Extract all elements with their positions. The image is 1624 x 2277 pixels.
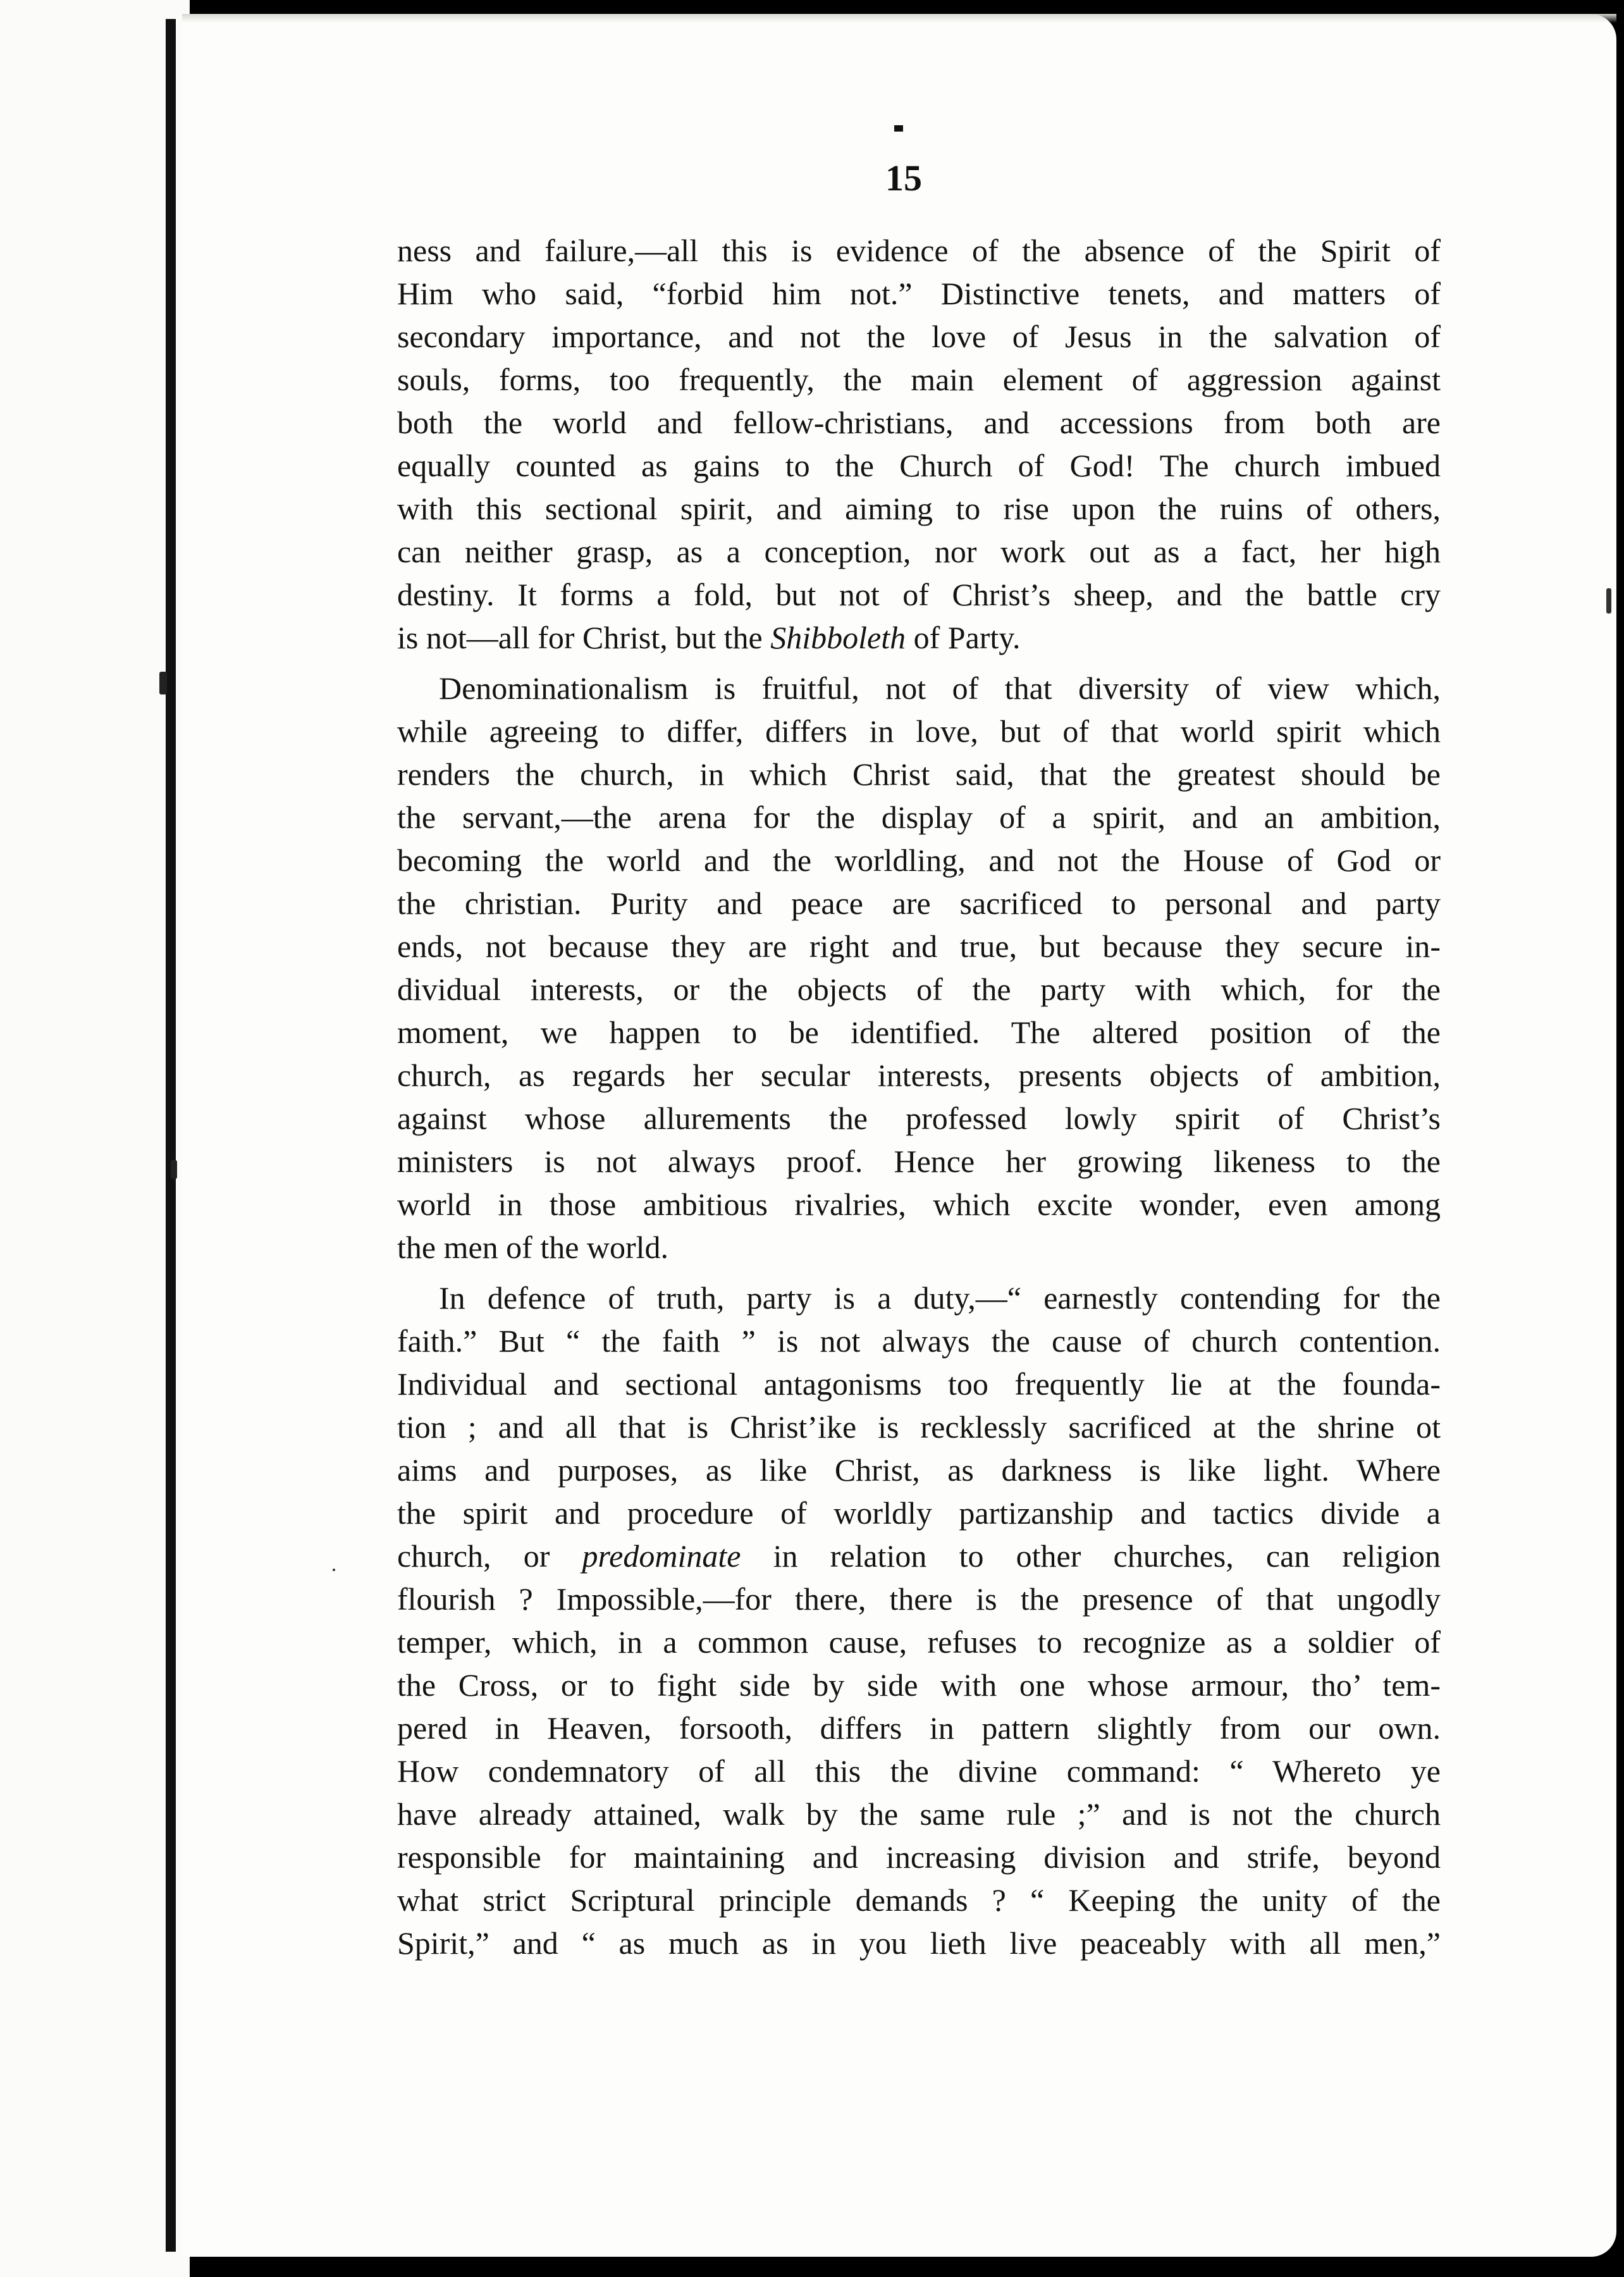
text-line: tion ; and all that is Christ’ike is recklessly sacrificed at the shrine ot xyxy=(397,1409,1441,1445)
text-line: the christian. Purity and peace are sacrificed to personal and party xyxy=(397,885,1441,921)
text-line: the men of the world. xyxy=(397,1230,669,1265)
text-line: equally counted as gains to the Church of God! The church imbued xyxy=(397,448,1441,483)
page-edge-shadow xyxy=(182,14,1616,23)
text-run: in relation to other churches, can religion xyxy=(741,1538,1441,1574)
text-line: flourish ? Impossible,—for there, there is the presence of that ungodly xyxy=(397,1581,1441,1617)
text-line: How condemnatory of all this the divine command: “ Whereto ye xyxy=(397,1753,1441,1789)
text-line: Spirit,” and “ as much as in you lieth live peaceably with all men,” xyxy=(397,1925,1441,1961)
printer-mark xyxy=(894,125,903,132)
ink-speck xyxy=(333,1569,335,1571)
text-line: aims and purposes, as like Christ, as darkness is like light. Where xyxy=(397,1452,1441,1488)
text-line: souls, forms, too frequently, the main element of aggression against xyxy=(397,362,1441,397)
text-line: Denominationalism is fruitful, not of that diversity of view which, xyxy=(439,670,1441,706)
text-line: while agreeing to differ, differs in love, but of that world spirit which xyxy=(397,713,1441,749)
paragraph xyxy=(397,667,1441,1269)
paragraph xyxy=(397,1276,1441,1965)
text-line: Him who said, “forbid him not.” Distinctive tenets, and matters of xyxy=(397,276,1441,311)
text-run: of Party. xyxy=(906,620,1021,655)
text-line: becoming the world and the worldling, and not the House of God or xyxy=(397,842,1441,878)
italic-term: predominate xyxy=(582,1538,741,1574)
binding-mark xyxy=(171,1160,177,1179)
scan-left-margin xyxy=(0,0,190,2277)
text-line: have already attained, walk by the same rule ;” and is not the church xyxy=(397,1796,1441,1832)
text-line: church, as regards her secular interests, presents objects of ambition, xyxy=(397,1058,1441,1093)
text-line: world in those ambitious rivalries, which excite wonder, even among xyxy=(397,1187,1441,1222)
text-line: destiny. It forms a fold, but not of Christ’s sheep, and the battle cry xyxy=(397,577,1441,612)
paragraph xyxy=(397,229,1441,659)
text-line: moment, we happen to be identified. The altered position of the xyxy=(397,1015,1441,1050)
ink-speck xyxy=(1606,588,1611,614)
text-line: ministers is not always proof. Hence her growing likeness to the xyxy=(397,1144,1441,1179)
text-line: secondary importance, and not the love of Jesus in the salvation of xyxy=(397,319,1441,354)
text-line: pered in Heaven, forsooth, differs in pattern slightly from our own. xyxy=(397,1710,1441,1746)
text-line: renders the church, in which Christ said, that the greatest should be xyxy=(397,756,1441,792)
text-line: Individual and sectional antagonisms too frequently lie at the founda- xyxy=(397,1366,1441,1402)
text-line: what strict Scriptural principle demands ? “ Keeping the unity of the xyxy=(397,1882,1441,1918)
text-line: In defence of truth, party is a duty,—“ earnestly contending for the xyxy=(439,1280,1441,1316)
text-line: the spirit and procedure of worldly partizanship and tactics divide a xyxy=(397,1495,1441,1531)
text-line: the Cross, or to fight side by side with one whose armour, tho’ tem- xyxy=(397,1667,1441,1703)
text-line: ness and failure,—all this is evidence of the absence of the Spirit of xyxy=(397,233,1441,268)
text-line: both the world and fellow-christians, and accessions from both are xyxy=(397,405,1441,440)
text-line: against whose allurements the professed lowly spirit of Christ’s xyxy=(397,1101,1441,1136)
text-line: temper, which, in a common cause, refuses to recognize as a soldier of xyxy=(397,1624,1441,1660)
text-line: responsible for maintaining and increasing division and strife, beyond xyxy=(397,1839,1441,1875)
text-line: can neither grasp, as a conception, nor work out as a fact, her high xyxy=(397,534,1441,569)
text-run: is not—all for Christ, but the xyxy=(397,620,771,655)
page-number: 15 xyxy=(885,157,922,199)
body-text xyxy=(397,229,1441,1965)
binding-edge xyxy=(166,19,176,2252)
text-line: the servant,—the arena for the display of a spirit, and an ambition, xyxy=(397,799,1441,835)
text-line xyxy=(397,616,1441,659)
text-line: dividual interests, or the objects of the party with which, for the xyxy=(397,972,1441,1007)
text-run: church, or xyxy=(397,1538,582,1574)
italic-term: Shibboleth xyxy=(770,620,906,655)
text-line: with this sectional spirit, and aiming to rise upon the ruins of others, xyxy=(397,491,1441,526)
text-line xyxy=(397,1534,1441,1577)
binding-mark xyxy=(159,672,167,694)
text-line: ends, not because they are right and true, but because they secure in- xyxy=(397,929,1441,964)
text-line: faith.” But “ the faith ” is not always the cause of church contention. xyxy=(397,1323,1441,1359)
